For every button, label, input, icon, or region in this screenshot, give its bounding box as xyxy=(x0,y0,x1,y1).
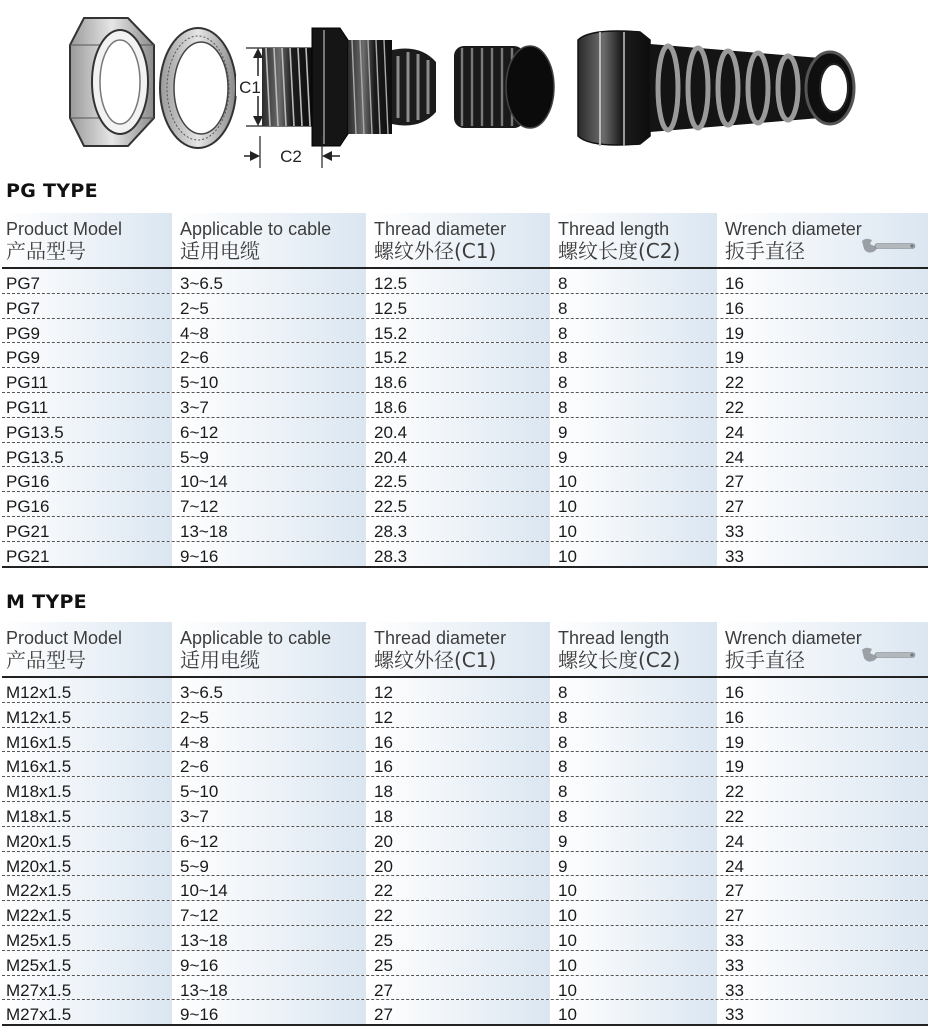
cell-applicable-cable: 5~9 xyxy=(176,852,366,876)
gland-body-part xyxy=(262,28,436,146)
cell-applicable-cable: 7~12 xyxy=(176,901,366,925)
table-row xyxy=(2,752,928,777)
cell-thread-length: 8 xyxy=(554,728,717,752)
cell-thread-length: 8 xyxy=(554,777,717,801)
m-table-body xyxy=(2,678,928,1026)
table-row xyxy=(2,703,928,728)
cell-thread-length: 9 xyxy=(554,443,717,467)
cell-applicable-cable: 2~6 xyxy=(176,752,366,776)
cell-thread-diameter: 20.4 xyxy=(370,443,550,467)
cell-wrench-diameter: 24 xyxy=(721,443,928,467)
cell-product-model: M12x1.5 xyxy=(2,678,172,702)
cell-wrench-diameter: 33 xyxy=(721,951,928,975)
cell-applicable-cable: 2~6 xyxy=(176,343,366,367)
table-row xyxy=(2,728,928,753)
cell-applicable-cable: 13~18 xyxy=(176,976,366,1000)
cell-wrench-diameter: 33 xyxy=(721,1000,928,1024)
table-row xyxy=(2,802,928,827)
cell-applicable-cable: 10~14 xyxy=(176,876,366,900)
table-header-row xyxy=(2,213,928,269)
cell-wrench-diameter: 27 xyxy=(721,467,928,491)
cell-wrench-diameter: 33 xyxy=(721,976,928,1000)
header-product-model: Product Model 产品型号 xyxy=(2,213,172,267)
cell-thread-diameter: 22.5 xyxy=(370,492,550,516)
cell-product-model: PG11 xyxy=(2,393,172,417)
header-thread-diameter: Thread diameter 螺纹外径(C1) xyxy=(370,622,550,676)
cell-thread-length: 10 xyxy=(554,1000,717,1024)
cell-wrench-diameter: 27 xyxy=(721,492,928,516)
cell-thread-length: 8 xyxy=(554,343,717,367)
header-product-model: Product Model 产品型号 xyxy=(2,622,172,676)
cell-product-model: M18x1.5 xyxy=(2,802,172,826)
cell-wrench-diameter: 33 xyxy=(721,517,928,541)
cap-nut-spiral-part xyxy=(578,31,854,146)
table-row xyxy=(2,269,928,294)
cell-thread-length: 8 xyxy=(554,319,717,343)
table-row xyxy=(2,976,928,1001)
cell-product-model: M25x1.5 xyxy=(2,926,172,950)
table-row xyxy=(2,901,928,926)
cell-thread-diameter: 12 xyxy=(370,678,550,702)
cell-thread-length: 10 xyxy=(554,876,717,900)
lock-nut-part xyxy=(70,18,154,146)
cell-thread-length: 9 xyxy=(554,827,717,851)
cell-product-model: M20x1.5 xyxy=(2,852,172,876)
header-thread-length: Thread length 螺纹长度(C2) xyxy=(554,213,717,267)
cell-wrench-diameter: 22 xyxy=(721,393,928,417)
table-row xyxy=(2,1000,928,1026)
cell-wrench-diameter: 16 xyxy=(721,269,928,293)
cell-thread-diameter: 22.5 xyxy=(370,467,550,491)
cell-product-model: PG13.5 xyxy=(2,418,172,442)
table-row xyxy=(2,827,928,852)
cell-thread-length: 8 xyxy=(554,393,717,417)
cell-thread-diameter: 15.2 xyxy=(370,343,550,367)
header-thread-diameter: Thread diameter 螺纹外径(C1) xyxy=(370,213,550,267)
cell-product-model: PG13.5 xyxy=(2,443,172,467)
cell-thread-diameter: 16 xyxy=(370,752,550,776)
table-row xyxy=(2,393,928,418)
cell-wrench-diameter: 16 xyxy=(721,294,928,318)
cell-product-model: PG9 xyxy=(2,343,172,367)
cell-applicable-cable: 13~18 xyxy=(176,926,366,950)
cell-product-model: M27x1.5 xyxy=(2,976,172,1000)
cell-applicable-cable: 5~9 xyxy=(176,443,366,467)
cell-thread-length: 8 xyxy=(554,294,717,318)
cell-thread-length: 8 xyxy=(554,802,717,826)
sealing-washer-part xyxy=(160,28,236,148)
cell-thread-length: 10 xyxy=(554,517,717,541)
table-row xyxy=(2,542,928,568)
table-row xyxy=(2,418,928,443)
cell-wrench-diameter: 24 xyxy=(721,827,928,851)
table-row xyxy=(2,294,928,319)
table-header-row xyxy=(2,622,928,678)
cell-product-model: M22x1.5 xyxy=(2,901,172,925)
cell-applicable-cable: 9~16 xyxy=(176,1000,366,1024)
cell-product-model: PG11 xyxy=(2,368,172,392)
cell-thread-length: 10 xyxy=(554,951,717,975)
cell-thread-diameter: 28.3 xyxy=(370,542,550,566)
cell-thread-diameter: 12.5 xyxy=(370,294,550,318)
table-row xyxy=(2,443,928,468)
table-row xyxy=(2,876,928,901)
cell-thread-diameter: 22 xyxy=(370,876,550,900)
cell-applicable-cable: 2~5 xyxy=(176,703,366,727)
cell-product-model: M18x1.5 xyxy=(2,777,172,801)
cell-thread-length: 10 xyxy=(554,492,717,516)
cell-product-model: M22x1.5 xyxy=(2,876,172,900)
cell-product-model: PG16 xyxy=(2,492,172,516)
cell-product-model: M12x1.5 xyxy=(2,703,172,727)
cell-product-model: M27x1.5 xyxy=(2,1000,172,1024)
cell-thread-diameter: 20 xyxy=(370,827,550,851)
table-row xyxy=(2,343,928,368)
pg-type-title: PG TYPE xyxy=(6,180,98,202)
table-row xyxy=(2,517,928,542)
header-wrench-diameter: Wrench diameter 扳手直径 xyxy=(721,213,928,267)
table-row xyxy=(2,951,928,976)
cell-product-model: M20x1.5 xyxy=(2,827,172,851)
cell-wrench-diameter: 19 xyxy=(721,752,928,776)
wrench-icon xyxy=(860,646,920,664)
header-applicable-cable: Applicable to cable 适用电缆 xyxy=(176,213,366,267)
table-row xyxy=(2,492,928,517)
table-row xyxy=(2,319,928,344)
cell-applicable-cable: 4~8 xyxy=(176,319,366,343)
cell-applicable-cable: 3~6.5 xyxy=(176,678,366,702)
cell-product-model: PG21 xyxy=(2,517,172,541)
cell-thread-diameter: 12 xyxy=(370,703,550,727)
cell-thread-length: 8 xyxy=(554,678,717,702)
cell-thread-diameter: 25 xyxy=(370,926,550,950)
m-type-table xyxy=(2,622,928,1026)
cell-product-model: PG7 xyxy=(2,269,172,293)
cell-thread-length: 10 xyxy=(554,467,717,491)
table-row xyxy=(2,777,928,802)
cell-thread-diameter: 12.5 xyxy=(370,269,550,293)
cell-applicable-cable: 6~12 xyxy=(176,827,366,851)
header-thread-length: Thread length 螺纹长度(C2) xyxy=(554,622,717,676)
cell-thread-diameter: 18 xyxy=(370,777,550,801)
cell-thread-diameter: 27 xyxy=(370,976,550,1000)
cell-thread-length: 8 xyxy=(554,368,717,392)
cell-applicable-cable: 9~16 xyxy=(176,542,366,566)
cell-wrench-diameter: 22 xyxy=(721,368,928,392)
cell-wrench-diameter: 22 xyxy=(721,802,928,826)
header-applicable-cable: Applicable to cable 适用电缆 xyxy=(176,622,366,676)
cell-applicable-cable: 5~10 xyxy=(176,777,366,801)
cell-applicable-cable: 3~7 xyxy=(176,802,366,826)
header-wrench-diameter: Wrench diameter 扳手直径 xyxy=(721,622,928,676)
cell-thread-length: 9 xyxy=(554,418,717,442)
table-row xyxy=(2,467,928,492)
cell-thread-length: 8 xyxy=(554,703,717,727)
cell-thread-diameter: 20.4 xyxy=(370,418,550,442)
cell-thread-diameter: 18.6 xyxy=(370,368,550,392)
cell-wrench-diameter: 33 xyxy=(721,926,928,950)
cell-thread-length: 10 xyxy=(554,542,717,566)
cell-thread-length: 10 xyxy=(554,976,717,1000)
cell-applicable-cable: 3~6.5 xyxy=(176,269,366,293)
cell-wrench-diameter: 27 xyxy=(721,876,928,900)
cell-applicable-cable: 13~18 xyxy=(176,517,366,541)
cell-wrench-diameter: 24 xyxy=(721,418,928,442)
cell-applicable-cable: 4~8 xyxy=(176,728,366,752)
cell-thread-diameter: 22 xyxy=(370,901,550,925)
sealing-insert-part xyxy=(454,46,554,128)
cell-thread-diameter: 27 xyxy=(370,1000,550,1024)
cell-thread-diameter: 25 xyxy=(370,951,550,975)
cell-product-model: PG9 xyxy=(2,319,172,343)
cell-thread-length: 8 xyxy=(554,752,717,776)
cell-wrench-diameter: 16 xyxy=(721,678,928,702)
cell-thread-length: 9 xyxy=(554,852,717,876)
cell-thread-length: 10 xyxy=(554,901,717,925)
cell-thread-length: 10 xyxy=(554,926,717,950)
cell-product-model: M25x1.5 xyxy=(2,951,172,975)
pg-table-body xyxy=(2,269,928,568)
cell-applicable-cable: 3~7 xyxy=(176,393,366,417)
cell-applicable-cable: 9~16 xyxy=(176,951,366,975)
m-type-title: M TYPE xyxy=(6,591,87,613)
table-row xyxy=(2,852,928,877)
table-row xyxy=(2,926,928,951)
cell-wrench-diameter: 19 xyxy=(721,319,928,343)
cell-thread-length: 8 xyxy=(554,269,717,293)
cell-applicable-cable: 7~12 xyxy=(176,492,366,516)
pg-type-table xyxy=(2,213,928,568)
table-row xyxy=(2,678,928,703)
cell-product-model: PG21 xyxy=(2,542,172,566)
cell-applicable-cable: 5~10 xyxy=(176,368,366,392)
cell-wrench-diameter: 22 xyxy=(721,777,928,801)
cell-wrench-diameter: 33 xyxy=(721,542,928,566)
cell-product-model: PG7 xyxy=(2,294,172,318)
cell-wrench-diameter: 24 xyxy=(721,852,928,876)
cell-product-model: M16x1.5 xyxy=(2,752,172,776)
cell-thread-diameter: 18.6 xyxy=(370,393,550,417)
c1-label: C1 xyxy=(239,78,261,97)
cell-thread-diameter: 18 xyxy=(370,802,550,826)
cell-applicable-cable: 10~14 xyxy=(176,467,366,491)
cell-wrench-diameter: 16 xyxy=(721,703,928,727)
cell-wrench-diameter: 19 xyxy=(721,343,928,367)
cell-product-model: PG16 xyxy=(2,467,172,491)
cell-thread-diameter: 20 xyxy=(370,852,550,876)
cell-applicable-cable: 6~12 xyxy=(176,418,366,442)
cable-gland-exploded-diagram xyxy=(0,0,930,178)
table-row xyxy=(2,368,928,393)
cell-wrench-diameter: 19 xyxy=(721,728,928,752)
cell-thread-diameter: 28.3 xyxy=(370,517,550,541)
cell-product-model: M16x1.5 xyxy=(2,728,172,752)
wrench-icon xyxy=(860,237,920,255)
cell-thread-diameter: 15.2 xyxy=(370,319,550,343)
cell-wrench-diameter: 27 xyxy=(721,901,928,925)
cell-applicable-cable: 2~5 xyxy=(176,294,366,318)
c2-label: C2 xyxy=(280,147,302,166)
cell-thread-diameter: 16 xyxy=(370,728,550,752)
